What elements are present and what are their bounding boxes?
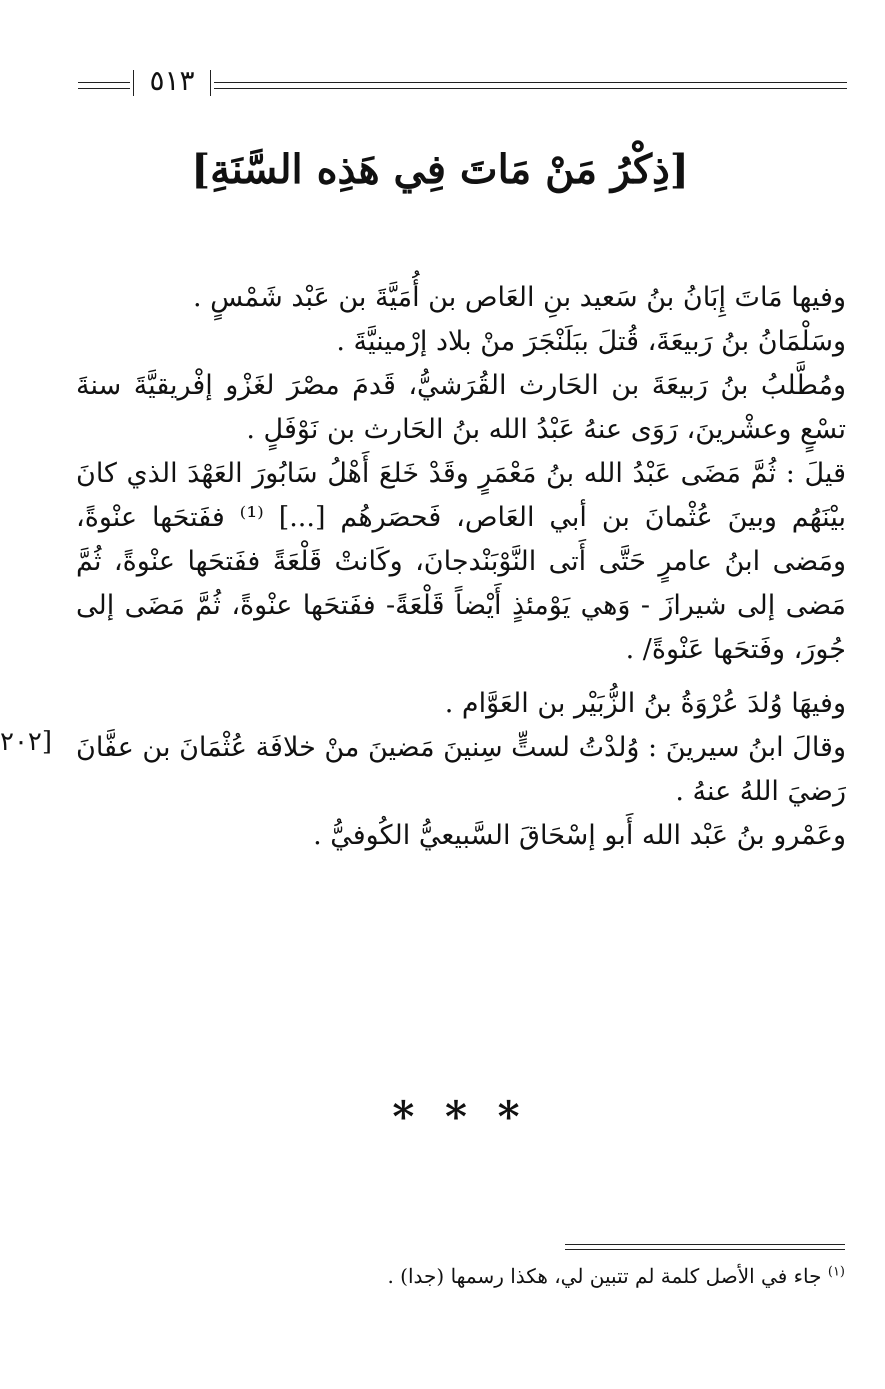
header-divider <box>133 70 134 96</box>
page-header <box>0 62 885 102</box>
paragraph: وقالَ ابنُ سيرينَ : وُلدْتُ لستٍّ سِنينَ مَضينَ منْ خلافَة عُثْمَانَ بن عفَّانَ رَضيَ اللهُ عنهُ . <box>76 732 846 807</box>
header-rule-left <box>78 82 130 89</box>
paragraph: وفيهَا وُلدَ عُرْوَةُ بنُ الزُّبَيْر بن العَوَّام . <box>444 688 846 719</box>
header-divider <box>210 70 211 96</box>
footnote-marker: (١) <box>827 1264 845 1280</box>
footnote-text: جاء في الأصل كلمة لم تتبين لي، هكذا رسمها (جدا) . <box>387 1264 822 1288</box>
footnote-rule <box>565 1244 845 1250</box>
paragraph: وعَمْرو بنُ عَبْد الله أَبو إسْحَاقَ السَّبيعيُّ الكُوفيُّ . <box>313 820 846 851</box>
paragraph: وفيها مَاتَ إِبَانُ بنُ سَعيد بنِ العَاص بن أُمَيَّةَ بن عَبْد شَمْسٍ . <box>192 282 846 313</box>
body-text <box>76 276 846 858</box>
paragraph: قيلَ : ثُمَّ مَضَى عَبْدُ الله بنُ مَعْمَرٍ وقَدْ خَلعَ أَهْلُ سَابُورَ العَهْدَ الذي كانَ بيْنَهُم وبينَ عُثْمانَ بن أبي العَاص، فَحصَرهُم [...] ⁽¹⁾ ففَتحَها عنْوةً، ومَضى ابنُ عامرٍ حَتَّى أَتى النَّوْبَنْدجانَ، وكَانتْ قَلْعَةً ففَتحَها عنْوةً، ثُمَّ مَضى إلى شيرازَ - وَهي يَوْمئذٍ أَيْضاً قَلْعَةً- ففَتحَها عنْوةً، ثُمَّ مَضَى إلى جُورَ، وفَتحَها عَنْوةً/ . <box>76 458 846 665</box>
paragraph: وسَلْمَانُ بنُ رَبيعَةَ، قُتلَ ببَلَنْجَرَ منْ بلاد إرْمينيَّةَ . <box>336 326 846 357</box>
margin-reference: [٢٠٢ <box>0 727 53 757</box>
section-break-asterisks: * * * <box>392 1092 528 1141</box>
header-rule-right <box>214 82 847 89</box>
footnote <box>85 1264 845 1288</box>
paragraph: ومُطَّلبُ بنُ رَبيعَةَ بن الحَارث القُرَشيُّ، قَدمَ مصْرَ لغَزْو إفْريقيَّةَ سنةَ تسْعٍ وعشْرينَ، رَوَى عنهُ عَبْدُ الله بنُ الحَارث بن نَوْفَلٍ . <box>76 370 846 445</box>
section-title: [ذِكْرُ مَنْ مَاتَ فِي هَذِه السَّنَةِ] <box>191 146 689 193</box>
page-number: ٥١٣ <box>149 64 195 97</box>
